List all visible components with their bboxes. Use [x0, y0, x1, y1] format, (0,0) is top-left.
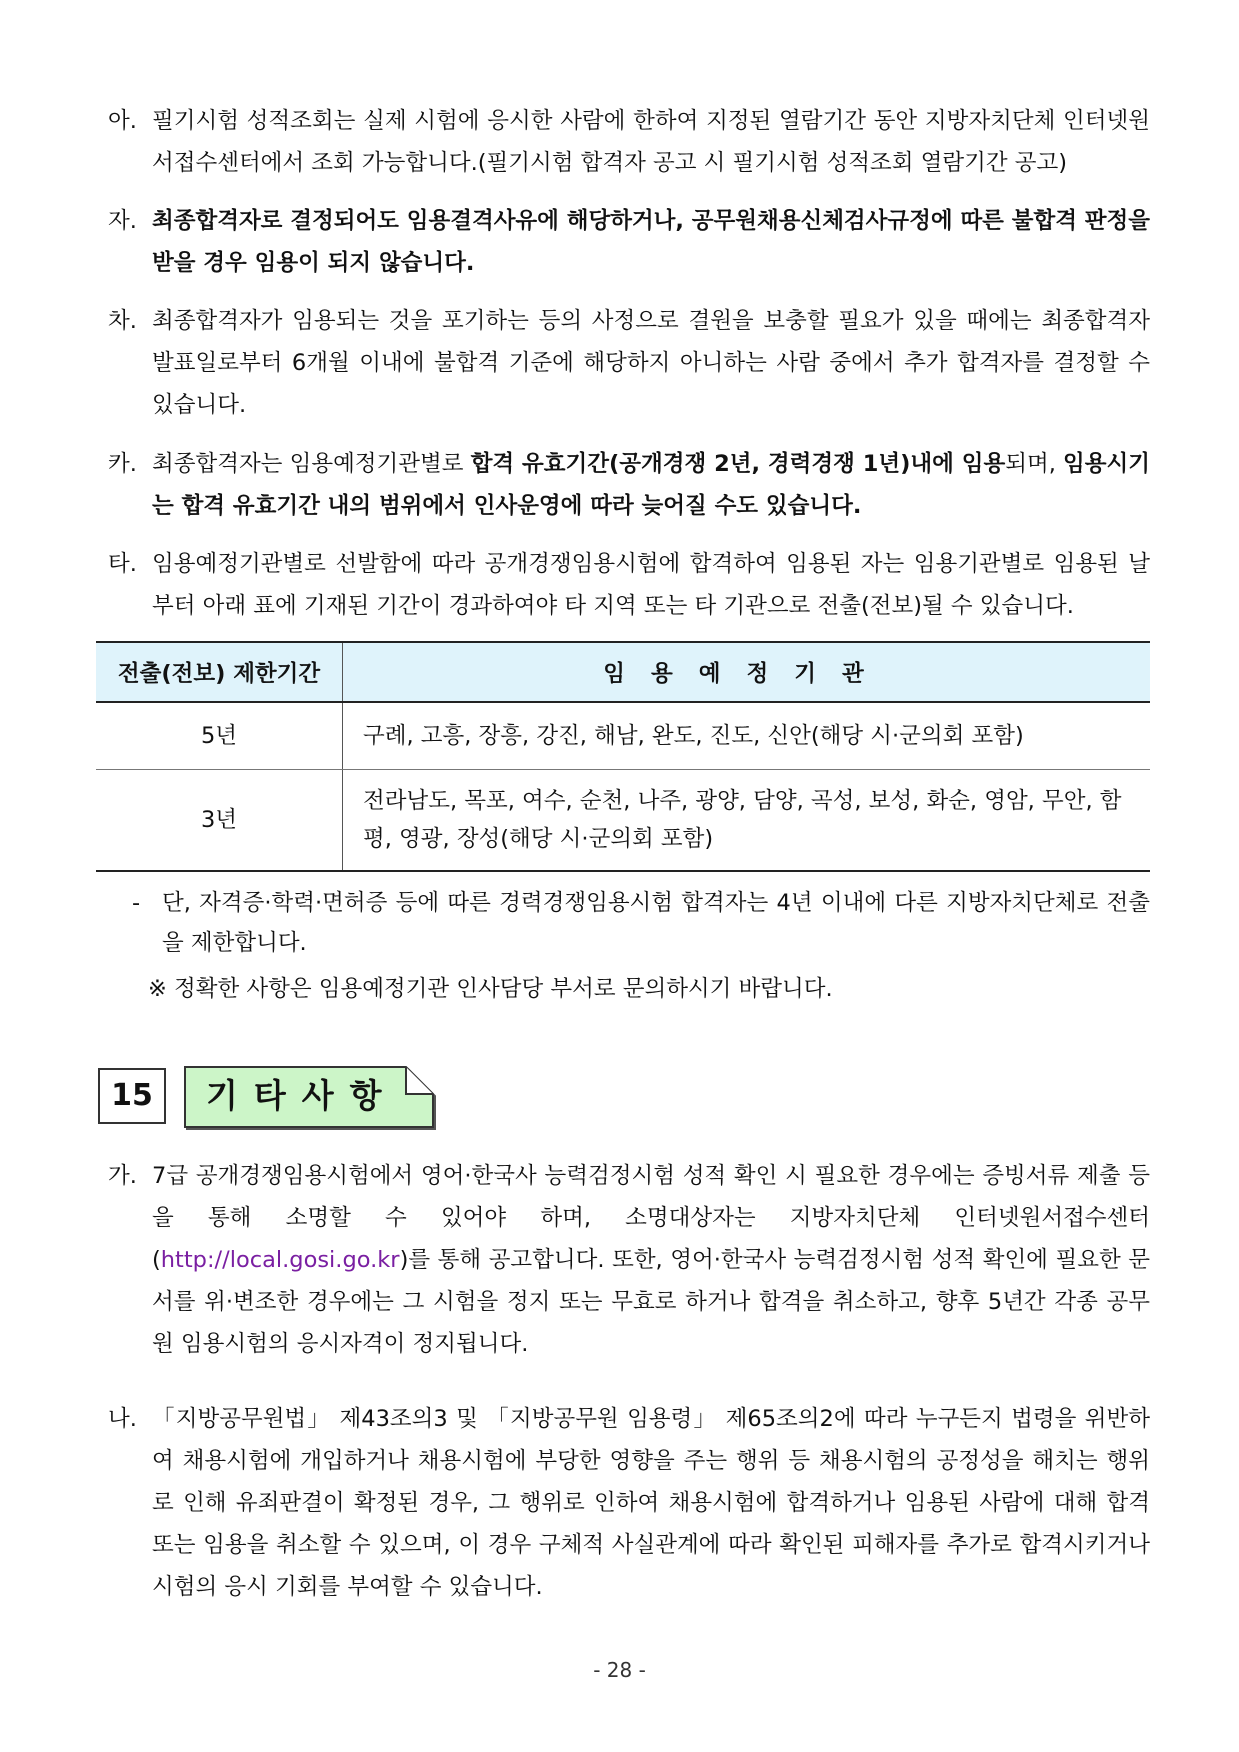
- item-text: 필기시험 성적조회는 실제 시험에 응시한 사람에 한하여 지정된 열람기간 동안 지방자치단체 인터넷원서접수센터에서 조회 가능합니다.(필기시험 합격자 공고 시 필기시험 성적조회 열람기간 공고): [152, 108, 1150, 176]
- item-ja: [108, 200, 1150, 284]
- reference-note: ※ 정확한 사항은 임용예정기관 인사담당 부서로 문의하시기 바랍니다.: [148, 976, 833, 1002]
- dash-marker: -: [132, 890, 141, 916]
- section-title: 기타사항: [206, 1076, 398, 1115]
- item-ta: [108, 543, 1150, 627]
- item-marker: 카.: [108, 451, 137, 477]
- restriction-note: [132, 883, 1150, 963]
- item-text-emphasis: 합격 유효기간(공개경쟁 2년, 경력경쟁 1년)내에 임용: [470, 451, 1006, 477]
- item-text-part: 7급 공개경쟁임용시험에서 영어·한국사 능력검정시험 성적 확인 시 필요한 경우에는 증빙서류 제출 등을 통해 소명할 수 있어야 하며, 소명대상자는 지방자치단체 인터넷원서접수센터 (: [152, 1163, 1150, 1273]
- cell-period: 3년: [96, 770, 343, 872]
- item-ga: [108, 1155, 1150, 1365]
- item-marker: 타.: [108, 551, 137, 577]
- item-text: 「지방공무원법」 제43조의3 및 「지방공무원 임용령」 제65조의2에 따라 누구든지 법령을 위반하여 채용시험에 개입하거나 채용시험에 부당한 영향을 주는 행위 등 채용시험의 공정성을 해치는 행위로 인해 유죄판결이 확정된 경우, 그 행위로 인하여 채용시험에 합격하거나 임용된 사람에 대해 합격 또는 임용을 취소할 수 있으며, 이 경우 구체적 사실관계에 따라 확인된 피해자를 추가로 합격시키거나 시험의 응시 기회를 부여할 수 있습니다.: [152, 1406, 1150, 1600]
- cell-agencies: 전라남도, 목포, 여수, 순천, 나주, 광양, 담양, 곡성, 보성, 화순, 영암, 무안, 함평, 영광, 장성(해당 시·군의회 포함): [343, 770, 1151, 872]
- item-marker: 자.: [108, 208, 137, 234]
- item-text: [152, 1155, 1150, 1365]
- item-ka: [108, 443, 1150, 527]
- item-a: [108, 100, 1150, 184]
- item-marker: 나.: [108, 1406, 137, 1432]
- item-text-part: )를 통해 공고합니다. 또한, 영어·한국사 능력검정시험 성적 확인에 필요한 문서를 위·변조한 경우에는 그 시험을 정지 또는 무효로 하거나 합격을 취소하고, 향후 5년간 각종 공무원 임용시험의 응시자격이 정지됩니다.: [152, 1247, 1150, 1357]
- item-cha: [108, 300, 1150, 426]
- item-marker: 아.: [108, 108, 137, 134]
- cell-agencies: 구례, 고흥, 장흥, 강진, 해남, 완도, 진도, 신안(해당 시·군의회 포함): [343, 702, 1151, 770]
- item-text: [152, 443, 1150, 527]
- item-marker: 차.: [108, 308, 137, 334]
- table-row: [96, 702, 1150, 770]
- item-text-emphasis: 임용시기는 합격 유효기간 내의 범위에서 인사운영에 따라 늦어질 수도 있습니다.: [152, 451, 1150, 519]
- section-number: 15: [98, 1068, 166, 1124]
- item-text-part: 최종합격자는 임용예정기관별로: [152, 451, 471, 477]
- section-title-box: [184, 1066, 434, 1128]
- cell-period: 5년: [96, 702, 343, 770]
- item-text: 최종합격자로 결정되어도 임용결격사유에 해당하거나, 공무원채용신체검사규정에 따른 불합격 판정을 받을 경우 임용이 되지 않습니다.: [152, 208, 1150, 276]
- header-agency: 임용예정기관: [343, 642, 1151, 702]
- table-row: [96, 770, 1150, 872]
- table-header-row: [96, 642, 1150, 702]
- note-text: 단, 자격증·학력·면허증 등에 따른 경력경쟁임용시험 합격자는 4년 이내에 다른 지방자치단체로 전출을 제한합니다.: [162, 890, 1150, 956]
- item-text: 최종합격자가 임용되는 것을 포기하는 등의 사정으로 결원을 보충할 필요가 있을 때에는 최종합격자 발표일로부터 6개월 이내에 불합격 기준에 해당하지 아니하는 사람 중에서 추가 합격자를 결정할 수 있습니다.: [152, 308, 1150, 418]
- gosi-link[interactable]: http://local.gosi.go.kr: [160, 1247, 400, 1273]
- item-text: 임용예정기관별로 선발함에 따라 공개경쟁임용시험에 합격하여 임용된 자는 임용기관별로 임용된 날부터 아래 표에 기재된 기간이 경과하여야 타 지역 또는 타 기관으로 전출(전보)될 수 있습니다.: [152, 551, 1150, 619]
- item-text-part: 되며,: [1005, 451, 1064, 477]
- item-na: [108, 1398, 1150, 1608]
- transfer-restriction-table: [96, 641, 1150, 872]
- page-number: - 28 -: [593, 1658, 646, 1682]
- header-period: 전출(전보) 제한기간: [96, 642, 343, 702]
- item-marker: 가.: [108, 1163, 137, 1189]
